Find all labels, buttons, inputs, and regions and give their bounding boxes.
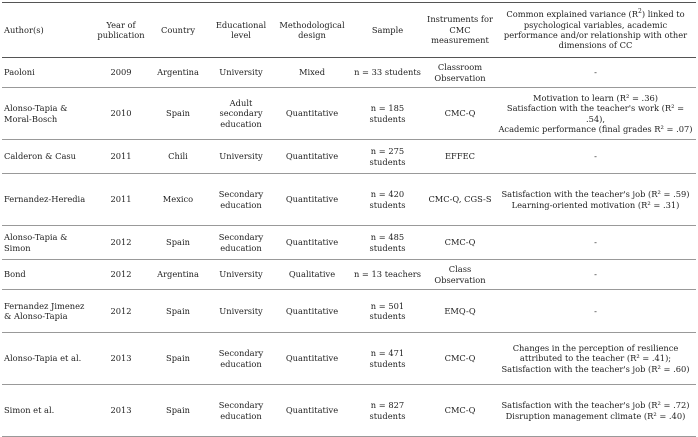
cell-author: Paoloni [2,58,94,88]
cell-instrument: Classroom Observation [425,58,495,88]
cell-sample: n = 33 students [350,58,425,88]
header-level: Educational level [208,3,274,58]
table-row [2,226,696,260]
cell-variance [495,174,696,226]
header-sample: Sample [350,3,425,58]
cell-level: University [208,58,274,88]
cell-country: Spain [148,88,208,140]
cell-country: Chili [148,140,208,174]
cell-year: 2012 [94,226,148,260]
cell-level: University [208,140,274,174]
cell-author: Alonso-Tapia & Moral-Bosch [2,88,94,140]
cell-country: Spain [148,290,208,333]
variance-line: Satisfaction with the teacher's job (R² = .60) [501,363,690,374]
cell-design: Quantitative [274,226,350,260]
cell-sample: n = 827 students [350,385,425,437]
header-author: Author(s) [2,3,94,58]
cell-design: Quantitative [274,140,350,174]
cell-instrument: CMC-Q [425,88,495,140]
cell-author: Alonso-Tapia et al. [2,333,94,385]
header-design: Methodological design [274,3,350,58]
cell-design: Quantitative [274,333,350,385]
cell-sample: n = 471 students [350,333,425,385]
cell-level: Adult secondary education [208,88,274,140]
cell-instrument: CMC-Q [425,226,495,260]
cell-country: Spain [148,226,208,260]
variance-line: Satisfaction with the teacher's work (R² = .54), [506,103,685,124]
cell-sample: n = 420 students [350,174,425,226]
studies-table [2,2,696,437]
cell-year: 2012 [94,260,148,290]
cell-author: Fernandez Jimenez & Alonso-Tapia [2,290,94,333]
cell-country: Argentina [148,58,208,88]
cell-year: 2009 [94,58,148,88]
header-variance [495,3,696,58]
table-row [2,260,696,290]
cell-sample: n = 185 students [350,88,425,140]
table-row [2,174,696,226]
cell-instrument: CMC-Q [425,385,495,437]
header-country: Country [148,3,208,58]
cell-level: University [208,260,274,290]
table-row [2,58,696,88]
cell-variance [495,226,696,260]
cell-instrument: EFFEC [425,140,495,174]
cell-level: Secondary education [208,333,274,385]
cell-level: University [208,290,274,333]
cell-variance [495,385,696,437]
cell-year: 2013 [94,333,148,385]
variance-line: Changes in the perception of resilience attributed to the teacher (R² = .41); [512,342,679,364]
cell-variance [495,290,696,333]
cell-country: Spain [148,385,208,437]
cell-design: Quantitative [274,174,350,226]
cell-year: 2011 [94,174,148,226]
cell-variance [495,333,696,385]
cell-instrument: CMC-Q, CGS-S [425,174,495,226]
cell-variance [495,58,696,88]
cell-sample: n = 501 students [350,290,425,333]
cell-year: 2010 [94,88,148,140]
cell-design: Quantitative [274,385,350,437]
variance-line: - [594,237,597,248]
cell-sample: n = 485 students [350,226,425,260]
cell-country: Spain [148,333,208,385]
cell-variance [495,140,696,174]
variance-line: Motivation to learn (R² = .36) [533,92,658,103]
cell-author: Calderon & Casu [2,140,94,174]
cell-sample: n = 275 students [350,140,425,174]
variance-line: - [594,269,597,280]
table-row [2,88,696,140]
variance-line: Academic performance (final grades R² = .07) [498,123,693,134]
cell-country: Argentina [148,260,208,290]
variance-line: - [594,67,597,78]
cell-level: Secondary education [208,226,274,260]
cell-instrument: EMQ-Q [425,290,495,333]
header-variance-sup: 2 [638,8,642,16]
header-variance-pre: Common explained variance (R [506,9,639,20]
header-instruments: Instruments for CMC measurement [425,3,495,58]
header-row [2,3,696,58]
variance-line: - [594,305,597,316]
cell-author: Simon et al. [2,385,94,437]
cell-design: Quantitative [274,290,350,333]
variance-line: Disruption management climate (R² = .40) [505,410,686,421]
cell-sample: n = 13 teachers [350,260,425,290]
variance-line: Learning-oriented motivation (R² = .31) [511,199,680,210]
table-row [2,385,696,437]
cell-variance [495,88,696,140]
header-year: Year of publication [94,3,148,58]
cell-level: Secondary education [208,174,274,226]
table-row [2,140,696,174]
cell-design: Qualitative [274,260,350,290]
table-row [2,290,696,333]
cell-country: Mexico [148,174,208,226]
table-row [2,333,696,385]
variance-line: - [594,151,597,162]
cell-author: Bond [2,260,94,290]
cell-design: Mixed [274,58,350,88]
cell-variance [495,260,696,290]
cell-year: 2013 [94,385,148,437]
cell-author: Fernandez-Heredia [2,174,94,226]
cell-author: Alonso-Tapia & Simon [2,226,94,260]
cell-instrument: Class Observation [425,260,495,290]
cell-year: 2012 [94,290,148,333]
cell-design: Quantitative [274,88,350,140]
header-variance-post: ) linked to psychological variables, academic performance and/or relationship with other dimensions of CC [503,9,688,51]
cell-year: 2011 [94,140,148,174]
variance-line: Satisfaction with the teacher's job (R² = .59) [501,189,690,200]
cell-instrument: CMC-Q [425,333,495,385]
variance-line: Satisfaction with the teacher's job (R² = .72) [501,400,690,411]
table-body [2,58,696,437]
cell-level: Secondary education [208,385,274,437]
